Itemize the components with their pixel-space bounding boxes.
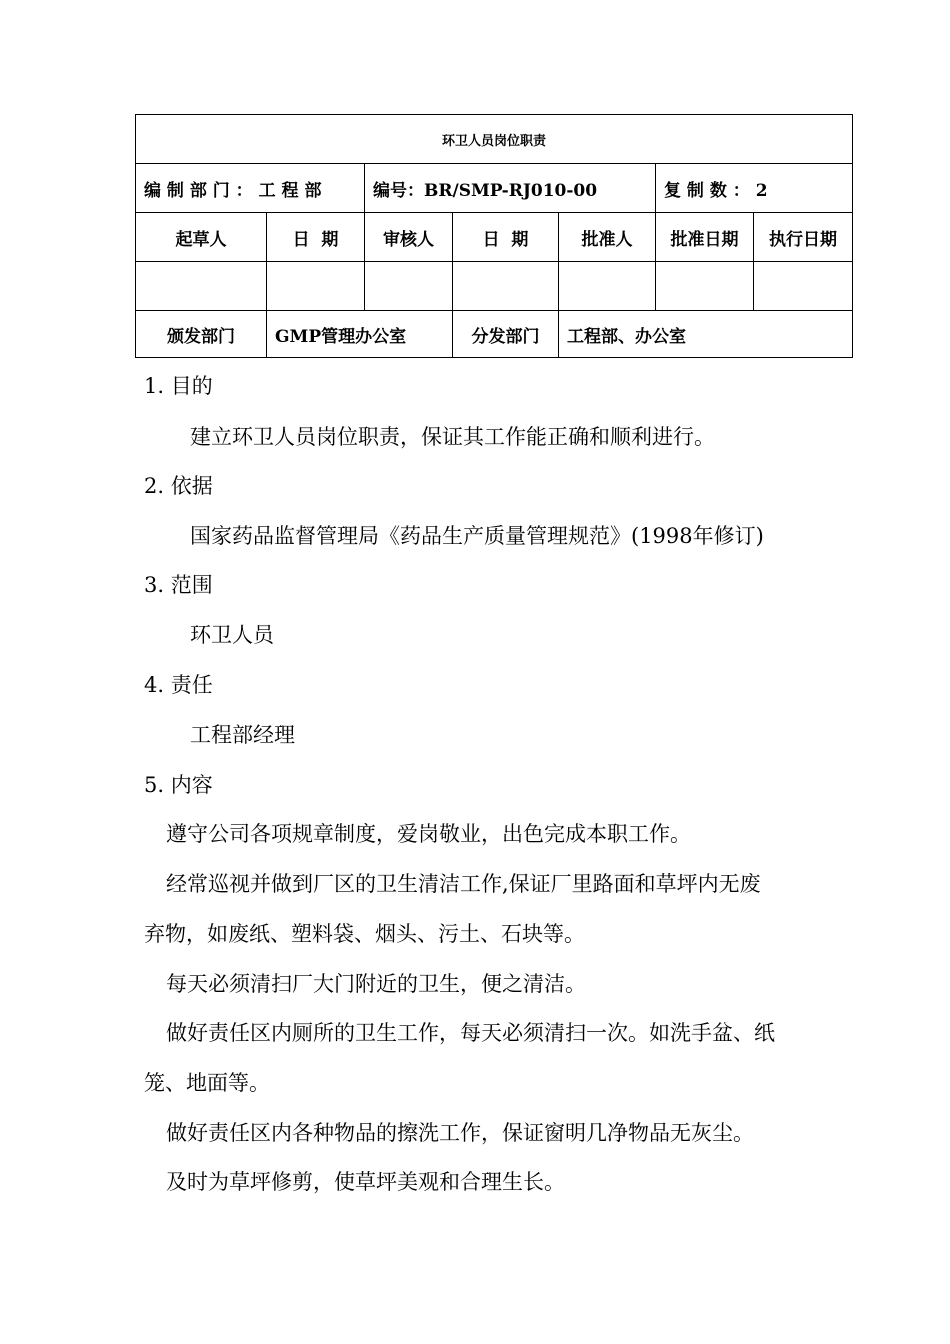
- header-effective-date: 执行日期: [754, 213, 853, 262]
- approver-cell: [559, 262, 656, 311]
- copy-count: [656, 164, 853, 213]
- header-draft-date: 日 期: [267, 213, 365, 262]
- section-heading-responsibility: 4. 责任: [144, 673, 213, 697]
- content-item: 每天必须清扫厂大门附近的卫生，便之清洁。: [166, 972, 586, 996]
- prepared-dept-value: 工 程 部: [258, 180, 322, 201]
- header-review-date: 日 期: [453, 213, 559, 262]
- issue-dept-value: GMP管理办公室: [267, 311, 453, 358]
- section-heading-basis: 2. 依据: [144, 474, 213, 498]
- approval-date-cell: [656, 262, 754, 311]
- section-body-responsibility: 工程部经理: [190, 723, 295, 747]
- content-item: 做好责任区内各种物品的擦洗工作，保证窗明几净物品无灰尘。: [166, 1121, 754, 1145]
- document-header-table: [135, 114, 853, 358]
- header-reviewer: 审核人: [365, 213, 453, 262]
- prepared-dept-label: 编 制 部 门 ：: [144, 180, 253, 201]
- content-item: 经常巡视并做到厂区的卫生清洁工作,保证厂里路面和草坪内无废: [166, 872, 761, 896]
- section-body-scope: 环卫人员: [190, 623, 274, 647]
- document-title: 环卫人员岗位职责: [136, 115, 853, 164]
- header-drafter: 起草人: [136, 213, 267, 262]
- content-item-continued: 笼、地面等。: [144, 1071, 270, 1095]
- prepared-dept: [136, 164, 365, 213]
- section-body-purpose: 建立环卫人员岗位职责，保证其工作能正确和顺利进行。: [190, 425, 715, 449]
- section-heading-scope: 3. 范围: [144, 573, 213, 597]
- section-heading-content: 5. 内容: [144, 773, 213, 797]
- drafter-cell: [136, 262, 267, 311]
- dist-dept-label: 分发部门: [453, 311, 559, 358]
- copy-count-label: 复 制 数 ：: [664, 180, 750, 201]
- section-body-basis: 国家药品监督管理局《药品生产质量管理规范》(1998年修订): [190, 524, 764, 548]
- dist-dept-value: 工程部、办公室: [559, 311, 853, 358]
- section-heading-purpose: 1. 目的: [144, 374, 213, 398]
- draft-date-cell: [267, 262, 365, 311]
- review-date-cell: [453, 262, 559, 311]
- effective-date-cell: [754, 262, 853, 311]
- content-item: 遵守公司各项规章制度，爱岗敬业，出色完成本职工作。: [166, 822, 691, 846]
- copy-count-value: 2: [755, 180, 768, 201]
- content-item-continued: 弃物，如废纸、塑料袋、烟头、污土、石块等。: [144, 922, 585, 946]
- content-item: 做好责任区内厕所的卫生工作，每天必须清扫一次。如洗手盆、纸: [166, 1021, 775, 1045]
- header-approver: 批准人: [559, 213, 656, 262]
- content-item: 及时为草坪修剪，使草坪美观和合理生长。: [166, 1170, 565, 1194]
- issue-dept-label: 颁发部门: [136, 311, 267, 358]
- reviewer-cell: [365, 262, 453, 311]
- document-code: 编号：BR/SMP-RJ010-00: [365, 164, 656, 213]
- header-approval-date: 批准日期: [656, 213, 754, 262]
